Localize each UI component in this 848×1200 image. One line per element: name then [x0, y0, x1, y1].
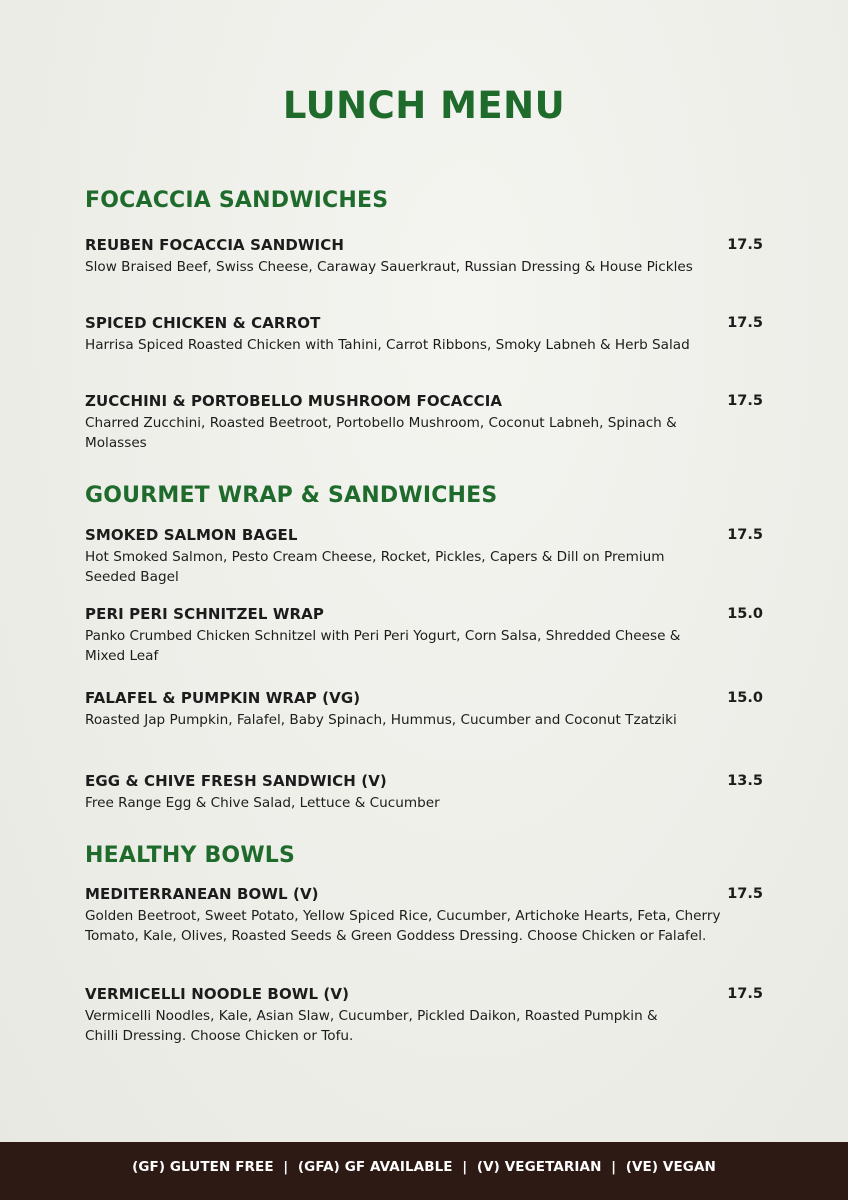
item-description: Hot Smoked Salmon, Pesto Cream Cheese, Rocket, Pickles, Capers & Dill on Premium Seeded Bagel	[85, 549, 665, 585]
item-description: Slow Braised Beef, Swiss Cheese, Caraway Sauerkraut, Russian Dressing & House Pickles	[85, 259, 693, 275]
item-price: 17.5	[727, 886, 763, 902]
menu-title: LUNCH MENU	[282, 84, 566, 127]
item-description: Harrisa Spiced Roasted Chicken with Tahini, Carrot Ribbons, Smoky Labneh & Herb Salad	[85, 337, 690, 353]
item-name: FALAFEL & PUMPKIN WRAP (VG)	[85, 689, 361, 707]
item-price: 17.5	[727, 315, 763, 331]
item-description: Free Range Egg & Chive Salad, Lettuce & Cucumber	[85, 795, 440, 811]
item-name: MEDITERRANEAN BOWL (V)	[85, 885, 319, 903]
item-price: 13.5	[727, 773, 763, 789]
item-name: SPICED CHICKEN & CARROT	[85, 314, 321, 332]
menu-item	[85, 771, 763, 813]
section-title: FOCACCIA SANDWICHES	[85, 188, 389, 213]
dietary-legend-text: (GF) GLUTEN FREE | (GFA) GF AVAILABLE | (V) VEGETARIAN | (VE) VEGAN	[132, 1159, 716, 1175]
item-price: 17.5	[727, 986, 763, 1002]
item-description: Vermicelli Noodles, Kale, Asian Slaw, Cucumber, Pickled Daikon, Roasted Pumpkin & Chilli Dressing. Choose Chicken or Tofu.	[85, 1008, 658, 1044]
section-title: HEALTHY BOWLS	[85, 843, 296, 868]
item-name: VERMICELLI NOODLE BOWL (V)	[85, 985, 350, 1003]
item-price: 17.5	[727, 237, 763, 253]
section-gourmet-wrap-sandwiches	[85, 482, 763, 811]
menu-item	[85, 313, 763, 355]
item-name: SMOKED SALMON BAGEL	[85, 526, 298, 544]
item-price: 17.5	[727, 527, 763, 543]
item-price: 15.0	[727, 606, 763, 622]
menu-item	[85, 525, 763, 587]
item-description: Charred Zucchini, Roasted Beetroot, Portobello Mushroom, Coconut Labneh, Spinach & Molasses	[85, 415, 677, 451]
section-focaccia-sandwiches	[85, 187, 763, 451]
item-description: Roasted Jap Pumpkin, Falafel, Baby Spinach, Hummus, Cucumber and Coconut Tzatziki	[85, 712, 677, 728]
item-price: 17.5	[727, 393, 763, 409]
menu-item	[85, 884, 763, 946]
menu-item	[85, 688, 763, 730]
item-name: PERI PERI SCHNITZEL WRAP	[85, 605, 324, 623]
menu-item	[85, 984, 763, 1046]
item-name: REUBEN FOCACCIA SANDWICH	[85, 236, 344, 254]
section-title: GOURMET WRAP & SANDWICHES	[85, 483, 498, 508]
menu-item	[85, 235, 763, 277]
item-name: ZUCCHINI & PORTOBELLO MUSHROOM FOCACCIA	[85, 392, 503, 410]
item-name: EGG & CHIVE FRESH SANDWICH (V)	[85, 772, 387, 790]
item-description: Golden Beetroot, Sweet Potato, Yellow Spiced Rice, Cucumber, Artichoke Hearts, Feta, Cherry Tomato, Kale, Olives, Roasted Seeds & Green Goddess Dressing. Choose Chicken or Falafel.	[85, 908, 721, 944]
item-price: 15.0	[727, 690, 763, 706]
section-healthy-bowls	[85, 842, 763, 1044]
menu-item	[85, 604, 763, 666]
menu-item	[85, 391, 763, 453]
dietary-legend-footer	[0, 1142, 848, 1200]
item-description: Panko Crumbed Chicken Schnitzel with Peri Peri Yogurt, Corn Salsa, Shredded Cheese & Mixed Leaf	[85, 628, 681, 664]
